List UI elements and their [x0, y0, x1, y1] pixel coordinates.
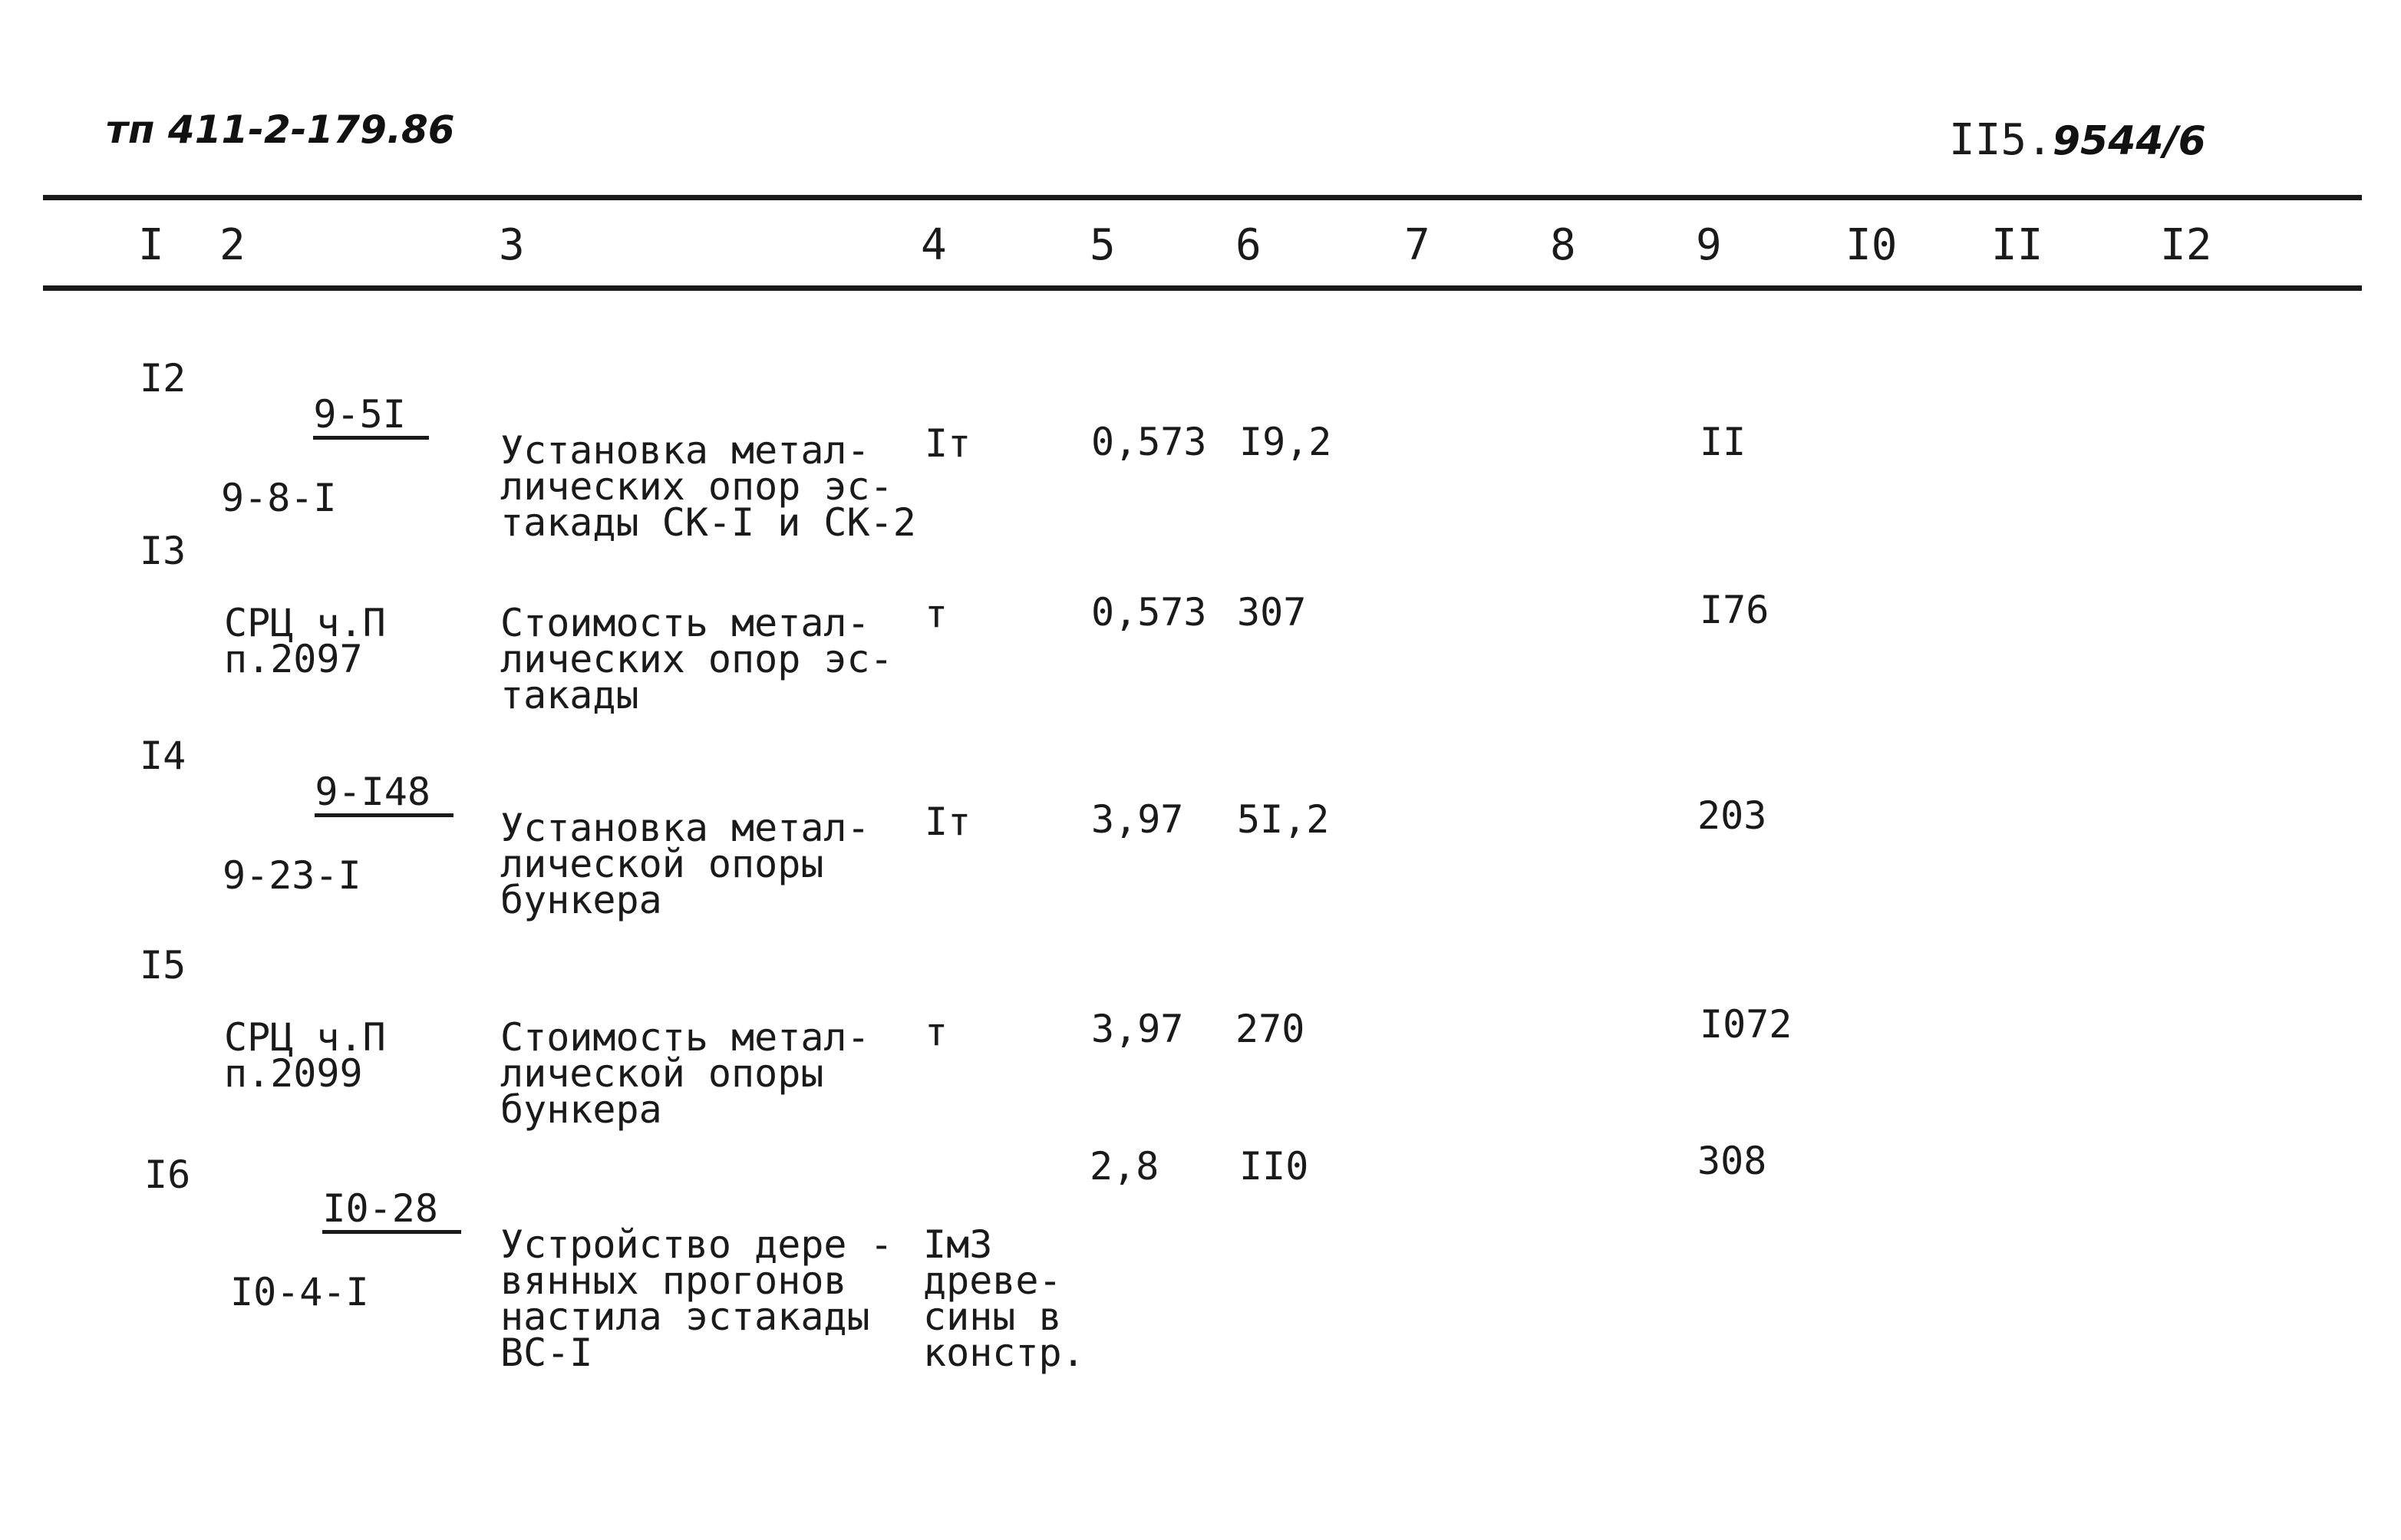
- norm-code: СРЦ ч.П п.2099: [224, 1015, 386, 1096]
- column-header-10: I0: [1845, 220, 1898, 270]
- norm-code: [230, 1155, 461, 1383]
- unit: Iт: [925, 421, 971, 466]
- row-number: I3: [140, 529, 186, 573]
- unit-price: 5I,2: [1237, 797, 1330, 842]
- norm-code-top: I0-28: [322, 1191, 461, 1234]
- quantity: 3,97: [1091, 797, 1184, 842]
- row-number: I5: [140, 943, 186, 988]
- row-number: I4: [140, 734, 186, 778]
- norm-code-bottom: 9-8-I: [221, 476, 337, 520]
- column-header-1: I: [138, 220, 164, 270]
- unit-price: 270: [1235, 1007, 1305, 1051]
- row-number: I6: [144, 1153, 191, 1197]
- column-header-8: 8: [1550, 220, 1576, 270]
- norm-code-top: 9-5I: [313, 397, 428, 440]
- column-header-9: 9: [1696, 220, 1722, 270]
- norm-code-bottom: 9-23-I: [223, 853, 361, 898]
- page-number: [1949, 115, 2206, 165]
- column-header-2: 2: [219, 220, 246, 270]
- unit: Iт: [925, 800, 971, 844]
- unit-price: 307: [1237, 590, 1307, 635]
- column-header-6: 6: [1235, 220, 1262, 270]
- unit: Iм3 древе- сины в констр.: [923, 1222, 1085, 1375]
- norm-code-top: 9-I48: [315, 774, 453, 817]
- unit-price: I9,2: [1239, 420, 1332, 464]
- total-cost: 203: [1697, 793, 1767, 838]
- norm-code: [223, 738, 453, 966]
- unit-price: II0: [1239, 1144, 1309, 1189]
- norm-code-bottom: I0-4-I: [230, 1270, 369, 1314]
- work-description: Стоимость метал- лических опор эс- такады: [500, 601, 893, 717]
- unit: т: [925, 1010, 948, 1054]
- document-code: тп 411-2-179.86: [106, 107, 455, 152]
- column-header-11: II: [1991, 220, 2043, 270]
- table-header-rule: [43, 285, 2362, 291]
- total-cost: I072: [1700, 1002, 1793, 1047]
- quantity: 0,573: [1091, 420, 1207, 464]
- column-header-7: 7: [1404, 220, 1430, 270]
- page-number-printed: II5.: [1949, 115, 2053, 165]
- unit: т: [925, 592, 948, 636]
- column-header-3: 3: [499, 220, 525, 270]
- work-description: Установка метал- лической опоры бункера: [500, 806, 870, 922]
- total-cost: 308: [1697, 1139, 1767, 1183]
- quantity: 0,573: [1091, 590, 1207, 635]
- row-number: I2: [140, 356, 186, 401]
- total-cost: I76: [1700, 588, 1769, 632]
- total-cost: II: [1700, 420, 1746, 464]
- work-description: Стоимость метал- лической опоры бункера: [500, 1015, 870, 1132]
- quantity: 2,8: [1090, 1144, 1159, 1189]
- column-header-5: 5: [1090, 220, 1116, 270]
- table-top-rule: [43, 195, 2362, 200]
- norm-code: СРЦ ч.П п.2097: [224, 601, 386, 681]
- column-header-4: 4: [921, 220, 947, 270]
- work-description: Установка метал- лических опор эс- такады СК-I и СК-2: [500, 428, 916, 545]
- quantity: 3,97: [1091, 1007, 1184, 1051]
- page-number-handwritten: 9544/6: [2052, 118, 2206, 164]
- work-description: Устройство дере - вянных прогонов настила эстакады ВС-I: [500, 1222, 893, 1375]
- column-header-12: I2: [2160, 220, 2212, 270]
